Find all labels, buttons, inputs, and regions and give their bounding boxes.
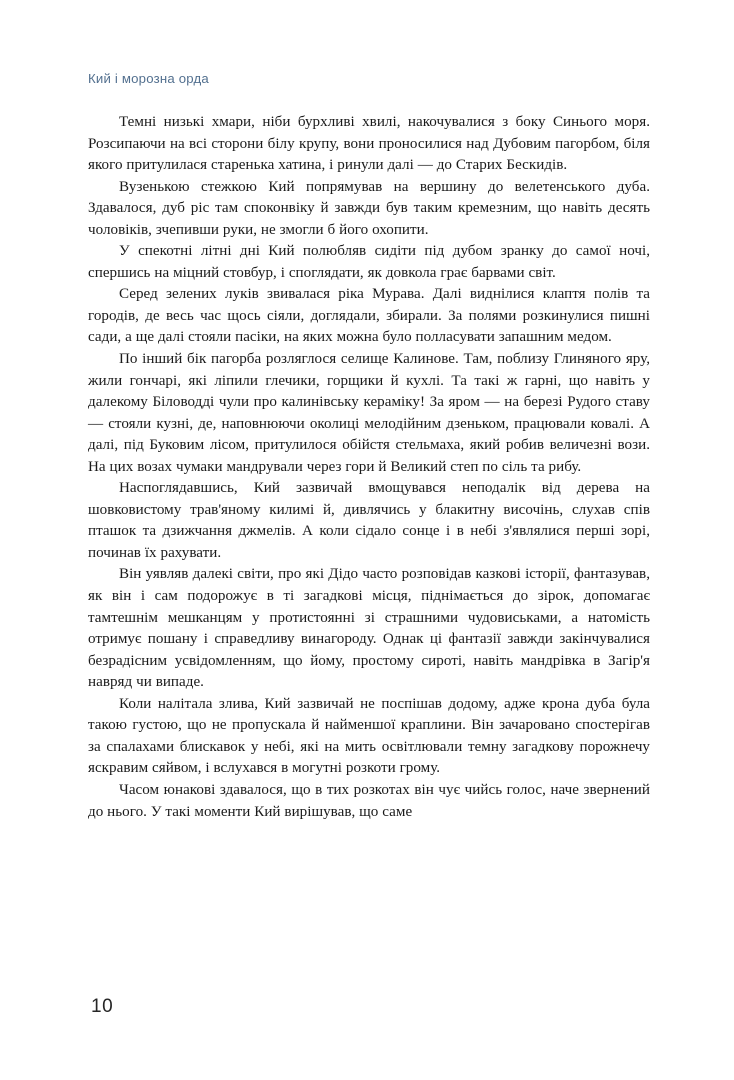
paragraph: По інший бік пагорба розляглося селище Калинове. Там, поблизу Глиняного яру, жили гончарі, які ліпили глечики, горщики й кухлі. Та такі ж гарні, що навіть у далекому Біловодді чули про калинівську кераміку! За яром — на березі Рудого ставу — стояли кузні, де, наповнюючи околиці мелодійним дзеньком, працювали ковалі. А далі, під Буковим лісом, притулилося обійстя стельмаха, який робив величезні вози. На цих возах чумаки мандрували через гори й Великий степ по сіль та рибу. xyxy=(88,351,650,475)
body-text-block xyxy=(88,112,650,823)
paragraph: Вузенькою стежкою Кий попрямував на вершину до велетенського дуба. Здавалося, дуб ріс там споконвіку й завжди був таким кремезним, що навіть десять чоловіків, зчепивши руки, не змогли б його охопити. xyxy=(88,178,650,238)
paragraph: Темні низькі хмари, ніби бурхливі хвилі, накочувалися з боку Синього моря. Розсипаючи на всі сторони білу крупу, вони проносилися над Дубовим пагорбом, біля якого притулилася старенька хатина, і ринули далі — до Старих Бескидів. xyxy=(88,114,650,174)
paragraph: Коли налітала злива, Кий зазвичай не поспішав додому, адже крона дуба була такою густою, що не пропускала й найменшої краплини. Він зачаровано спостерігав за спалахами блискавок у небі, які на мить освітлювали темну загадкову порожнечу яскравим сяйвом, і вслухався в могутні розкоти грому. xyxy=(88,695,650,777)
paragraph: Він уявляв далекі світи, про які Дідо часто розповідав казкові історії, фантазував, як він і сам подорожує в ті загадкові місця, піднімається до зірок, допомагає тамтешнім мешканцям у протистоянні зі страшними чудовиськами, а натомість отримує пошану і справедливу винагороду. Однак ці фантазії завжди закінчувалися безрадісним усвідомленням, що йому, простому сироті, навіть мандрівка в Загір'я навряд чи випаде. xyxy=(88,566,650,691)
paragraph: Серед зелених луків звивалася ріка Мурава. Далі виднілися клаптя полів та городів, де весь час щось сіяли, доглядали, збирали. За полями розкинулися пишні сади, а ще далі стояли пасіки, на яких можна було полласувати запашним медом. xyxy=(88,286,650,346)
paragraph: У спекотні літні дні Кий полюбляв сидіти під дубом зранку до самої ночі, спершись на міцний стовбур, і споглядати, як довкола грає барвами світ. xyxy=(88,243,650,281)
page-number: 10 xyxy=(91,996,114,1017)
paragraph: Часом юнакові здавалося, що в тих розкотах він чує чийсь голос, наче звернений до нього. У такі моменти Кий вирішував, що саме xyxy=(88,781,650,820)
running-head: Кий і морозна орда xyxy=(88,71,209,86)
paragraph: Наспоглядавшись, Кий зазвичай вмощувався неподалік від дерева на шовковистому трав'яному килимі й, дивлячись у блакитну височінь, слухав спів пташок та дзижчання джмелів. А коли сідало сонце і в небі з'являлися перші зорі, починав їх рахувати. xyxy=(88,480,650,561)
